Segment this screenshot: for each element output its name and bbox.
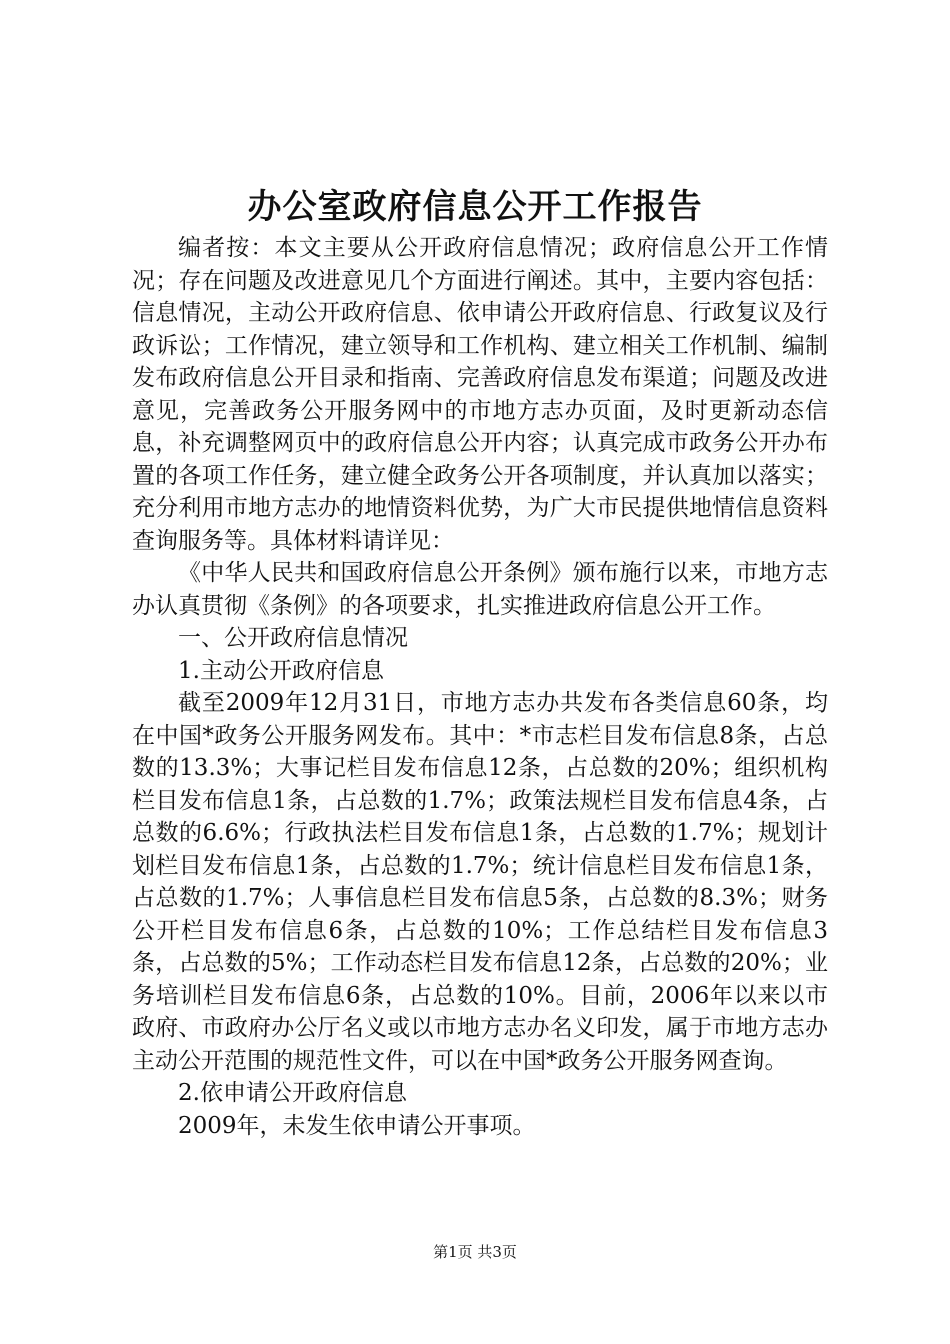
subsection-heading: 1.主动公开政府信息 — [178, 657, 384, 684]
body-paragraph: 2009年，未发生依申请公开事项。 — [178, 1112, 536, 1139]
section-heading: 一、公开政府信息情况 — [178, 625, 408, 651]
subsection-heading: 2.依申请公开政府信息 — [178, 1080, 407, 1106]
document-body — [132, 232, 828, 1142]
page-number-footer: 第1页 共3页 — [433, 1243, 517, 1261]
editor-note-paragraph: 编者按：本文主要从公开政府信息情况；政府信息公开工作情况；存在问题及改进意见几个方面进行阐述。其中，主要内容包括：信息情况，主动公开政府信息、依申请公开政府信息、行政复议及行政诉讼；工作情况，建立领导和工作机构、建立相关工作机制、编制发布政府信息公开目录和指南、完善政府信息发布渠道；问题及改进意见，完善政务公开服务网中的市地方志办页面，及时更新动态信息，补充调整网页中的政府信息公开内容；认真完成市政务公开办布置的各项工作任务，建立健全政务公开各项制度，并认真加以落实；充分利用市地方志办的地情资料优势，为广大市民提供地情信息资料查询服务等。具体材料请详见： — [132, 235, 828, 554]
body-paragraph: 截至2009年12月31日，市地方志办共发布各类信息60条，均在中国*政务公开服务网发布。其中：*市志栏目发布信息8条，占总数的13.3%；大事记栏目发布信息12条，占总数的20%；组织机构栏目发布信息1条，占总数的1.7%；政策法规栏目发布信息4条，占总数的6.6%；行政执法栏目发布信息1条，占总数的1.7%；规划计划栏目发布信息1条，占总数的1.7%；统计信息栏目发布信息1条，占总数的1.7%；人事信息栏目发布信息5条，占总数的8.3%；财务公开栏目发布信息6条，占总数的10%；工作总结栏目发布信息3条，占总数的5%；工作动态栏目发布信息12条，占总数的20%；业务培训栏目发布信息6条，占总数的10%。目前，2006年以来以市政府、市政府办公厅名义或以市地方志办名义印发，属于市地方志办主动公开范围的规范性文件，可以在中国*政务公开服务网查询。 — [132, 690, 828, 1074]
intro-paragraph: 《中华人民共和国政府信息公开条例》颁布施行以来，市地方志办认真贯彻《条例》的各项要求，扎实推进政府信息公开工作。 — [132, 560, 828, 619]
document-title: 办公室政府信息公开工作报告 — [247, 187, 703, 227]
